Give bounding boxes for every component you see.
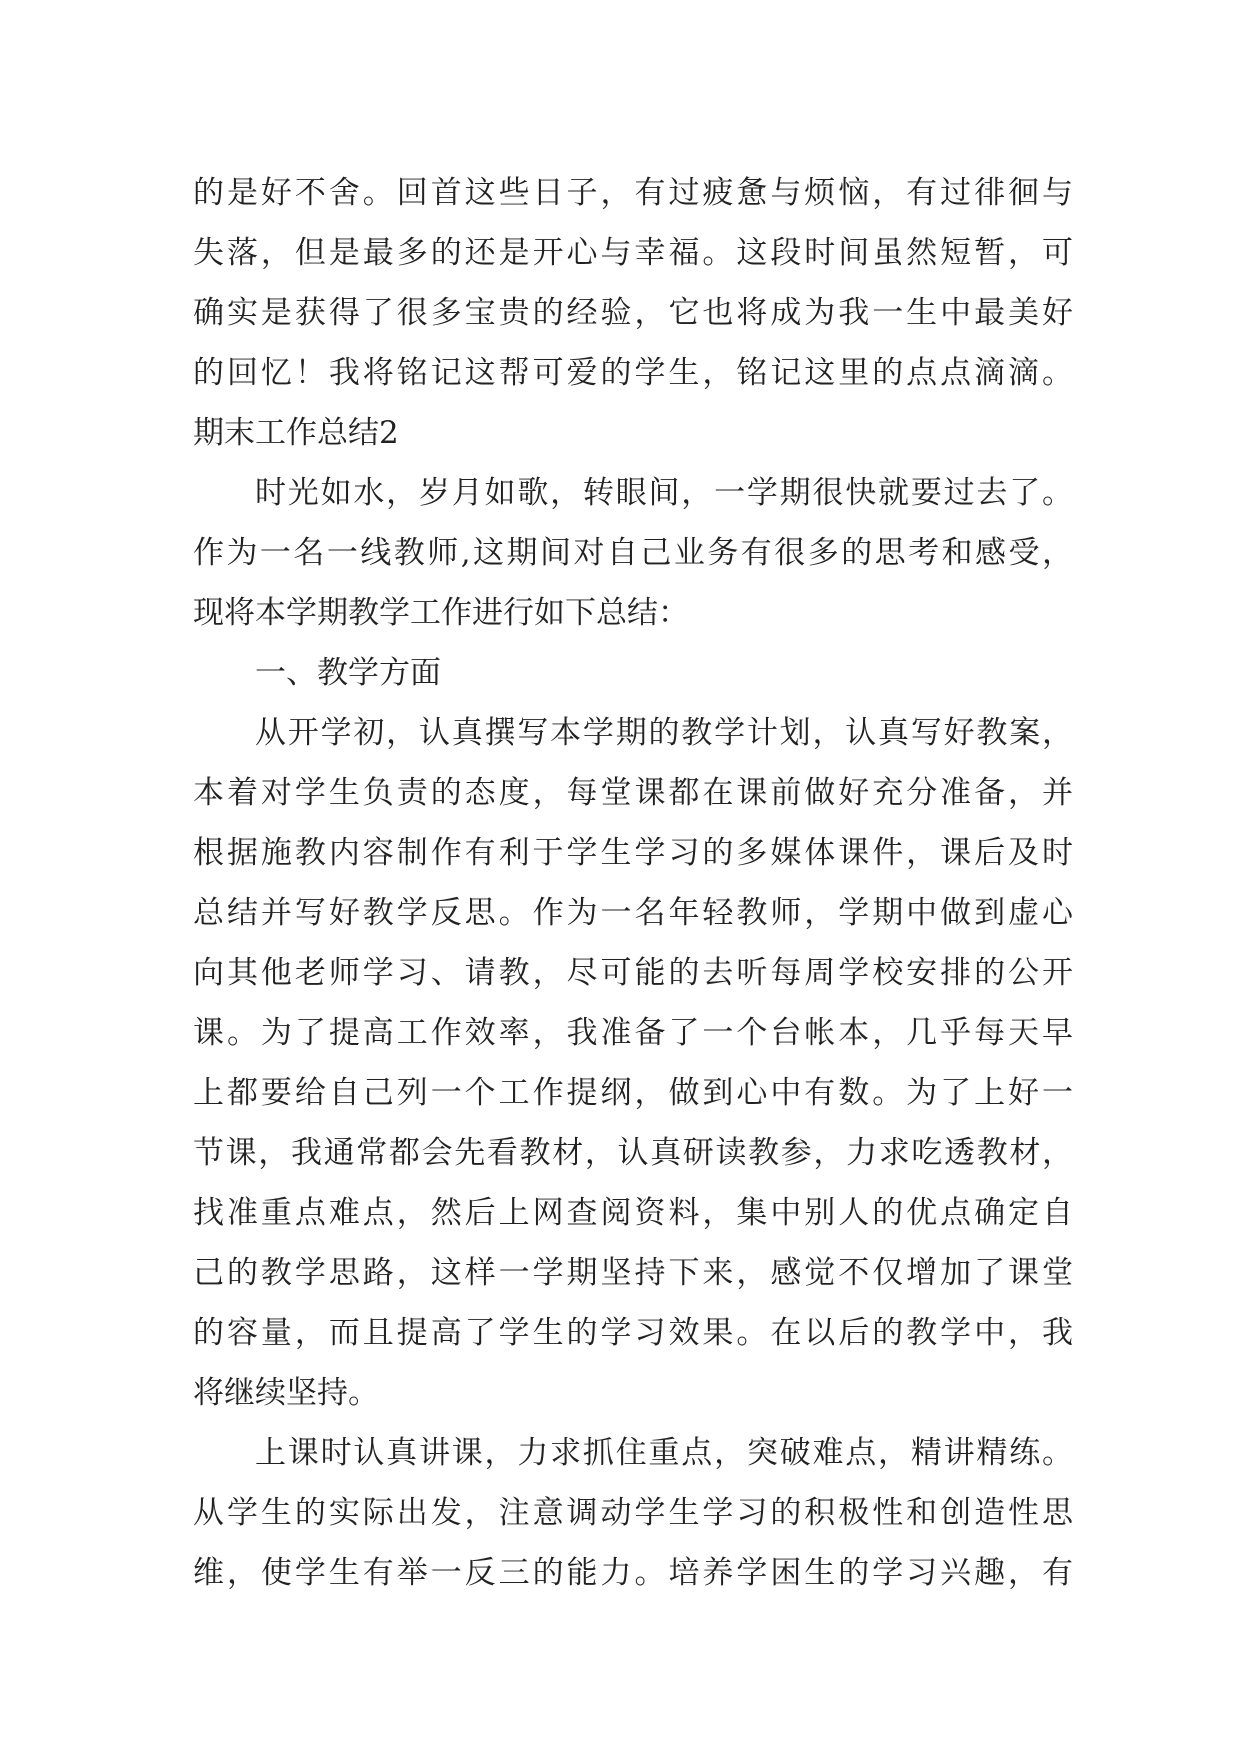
document-body: [193, 163, 1073, 1603]
text-line: 从学生的实际出发，注意调动学生学习的积极性和创造性思: [193, 1495, 1073, 1531]
section-heading: 期末工作总结2: [193, 415, 399, 451]
text-line: 将继续坚持。: [193, 1375, 379, 1411]
text-line: 上都要给自己列一个工作提纲，做到心中有数。为了上好一: [193, 1075, 1073, 1111]
text-line: 根据施教内容制作有利于学生学习的多媒体课件，课后及时: [193, 835, 1073, 871]
text-line: 的容量，而且提高了学生的学习效果。在以后的教学中，我: [193, 1315, 1073, 1351]
text-line: 向其他老师学习、请教，尽可能的去听每周学校安排的公开: [193, 955, 1073, 991]
text-line: 确实是获得了很多宝贵的经验，它也将成为我一生中最美好: [193, 295, 1073, 331]
subsection-heading: 一、教学方面: [255, 655, 441, 691]
text-line: 课。为了提高工作效率，我准备了一个台帐本，几乎每天早: [193, 1015, 1073, 1051]
text-line: 失落，但是最多的还是开心与幸福。这段时间虽然短暂，可: [193, 235, 1073, 271]
paragraph-first-line: 时光如水，岁月如歌，转眼间，一学期很快就要过去了。: [255, 475, 1073, 511]
text-line: 本着对学生负责的态度，每堂课都在课前做好充分准备，并: [193, 775, 1073, 811]
text-line: 作为一名一线教师,这期间对自己业务有很多的思考和感受，: [193, 535, 1073, 571]
text-line: 己的教学思路，这样一学期坚持下来，感觉不仅增加了课堂: [193, 1255, 1073, 1291]
text-line: 找准重点难点，然后上网查阅资料，集中别人的优点确定自: [193, 1195, 1073, 1231]
text-line: 的是好不舍。回首这些日子，有过疲惫与烦恼，有过徘徊与: [193, 175, 1073, 211]
text-line: 现将本学期教学工作进行如下总结：: [193, 595, 689, 631]
text-line: 总结并写好教学反思。作为一名年轻教师，学期中做到虚心: [193, 895, 1073, 931]
paragraph-first-line: 从开学初，认真撰写本学期的教学计划，认真写好教案，: [255, 715, 1073, 751]
text-line: 的回忆！我将铭记这帮可爱的学生，铭记这里的点点滴滴。: [193, 355, 1073, 391]
text-line: 节课，我通常都会先看教材，认真研读教参，力求吃透教材，: [193, 1135, 1073, 1171]
paragraph-first-line: 上课时认真讲课，力求抓住重点，突破难点，精讲精练。: [255, 1435, 1073, 1471]
text-line: 维，使学生有举一反三的能力。培养学困生的学习兴趣，有: [193, 1555, 1073, 1591]
